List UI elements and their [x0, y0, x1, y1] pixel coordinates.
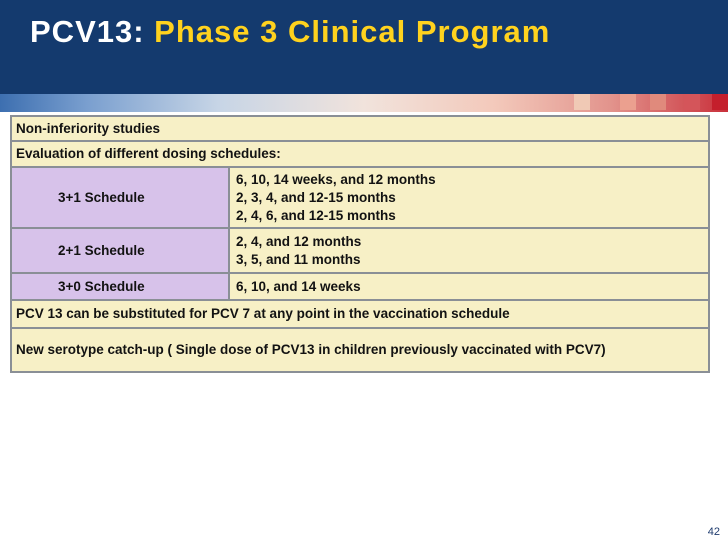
schedule-detail-line: 2, 3, 4, and 12-15 months	[236, 189, 396, 205]
decorative-square	[712, 94, 728, 110]
schedule-detail-line: 2, 4, 6, and 12-15 months	[236, 207, 396, 223]
decorative-square	[650, 94, 666, 110]
table-row	[11, 167, 709, 228]
decorative-square	[684, 94, 700, 110]
schedule-detail-line: 6, 10, and 14 weeks	[236, 278, 361, 294]
decorative-square	[574, 94, 590, 110]
table-row	[11, 273, 709, 300]
schedule-detail-line: 6, 10, 14 weeks, and 12 months	[236, 171, 436, 187]
table-row	[11, 141, 709, 167]
title-bar	[0, 0, 728, 94]
slide-title	[30, 14, 550, 50]
schedule-details-cell	[229, 273, 709, 300]
substitution-note-cell: PCV 13 can be substituted for PCV 7 at any point in the vaccination schedule	[11, 300, 709, 328]
clinical-program-table	[10, 115, 710, 373]
table-row	[11, 116, 709, 141]
schedule-name-cell: 3+1 Schedule	[11, 167, 229, 228]
table-row	[11, 228, 709, 273]
decorative-square	[620, 94, 636, 110]
schedule-details-cell	[229, 167, 709, 228]
page-number: 42	[707, 526, 720, 538]
decorative-gradient-stripe	[0, 94, 728, 112]
catchup-note-cell: New serotype catch-up ( Single dose of PCV13 in children previously vaccinated with PCV7)	[11, 328, 709, 372]
evaluation-heading-cell: Evaluation of different dosing schedules:	[11, 141, 709, 167]
title-main: Phase 3 Clinical Program	[154, 14, 551, 49]
table-row	[11, 300, 709, 328]
schedule-name-cell: 3+0 Schedule	[11, 273, 229, 300]
schedule-name-cell: 2+1 Schedule	[11, 228, 229, 273]
schedule-details-cell	[229, 228, 709, 273]
schedule-detail-line: 2, 4, and 12 months	[236, 233, 362, 249]
schedule-detail-line: 3, 5, and 11 months	[236, 251, 361, 267]
title-prefix: PCV13:	[30, 14, 145, 49]
table-row	[11, 328, 709, 372]
non-inferiority-cell: Non-inferiority studies	[11, 116, 709, 141]
